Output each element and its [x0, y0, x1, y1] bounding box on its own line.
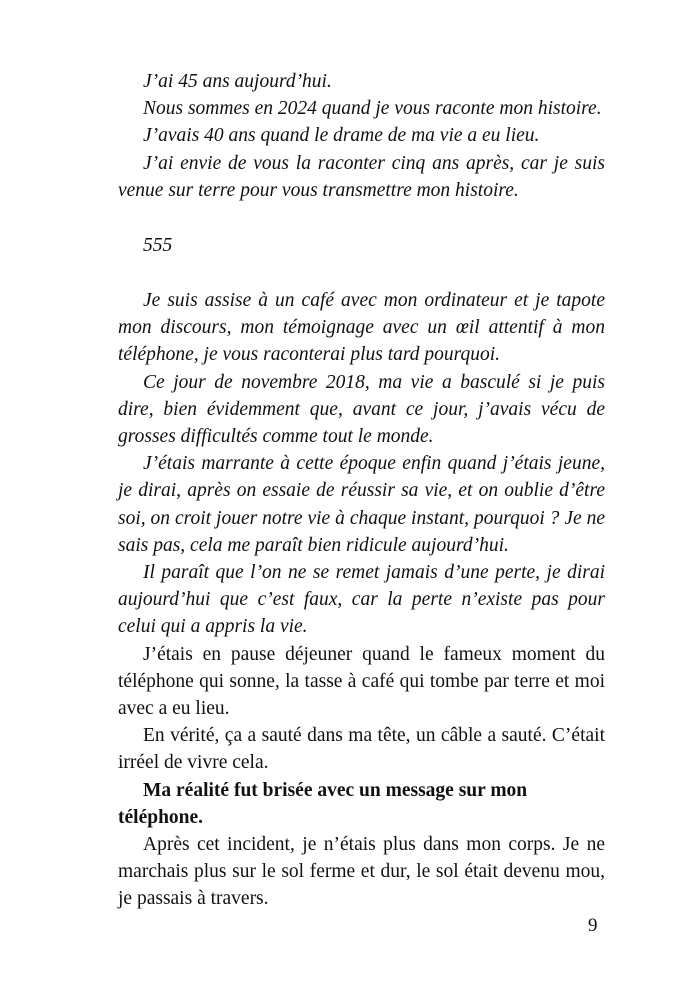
body-paragraph: J’étais marrante à cette époque enfin quand j’étais jeune, je dirai, après on essaie de réussir sa vie, et on oublie d’être soi, on croit jouer notre vie à chaque instant, pourquoi ? Je ne sais pas, cela me paraît bien ridicule aujourd’hui.	[118, 453, 605, 556]
body-paragraph: Ce jour de novembre 2018, ma vie a basculé si je puis dire, bien évidemment que, avant ce jour, j’avais vécu de grosses difficultés comme tout le monde.	[118, 371, 605, 448]
intro-paragraph: J’ai envie de vous la raconter cinq ans après, car je suis venue sur terre pour vous transmettre mon histoire.	[118, 152, 605, 201]
intro-paragraph: J’ai 45 ans aujourd’hui.	[143, 71, 332, 92]
page-number: 9	[588, 915, 598, 936]
emphasis-paragraph: Ma réalité fut brisée avec un message sur mon téléphone.	[118, 779, 528, 828]
intro-paragraph: Nous sommes en 2024 quand je vous raconte mon histoire.	[143, 98, 602, 120]
body-paragraph: Après cet incident, je n’étais plus dans mon corps. Je ne marchais plus sur le sol ferme et dur, le sol était devenu mou, je passais à travers.	[118, 834, 605, 910]
section-mark: 555	[143, 235, 173, 256]
body-text-block	[118, 287, 605, 913]
intro-text-block	[118, 68, 605, 204]
intro-paragraph: J’avais 40 ans quand le drame de ma vie a eu lieu.	[143, 125, 540, 147]
body-paragraph: Il paraît que l’on ne se remet jamais d’une perte, je dirai aujourd’hui que c’est faux, car la perte n’existe pas pour celui qui a appris la vie.	[118, 562, 605, 638]
body-paragraph: En vérité, ça a sauté dans ma tête, un câble a sauté. C’était irréel de vivre cela.	[118, 725, 605, 774]
body-paragraph: Je suis assise à un café avec mon ordinateur et je tapote mon discours, mon témoignage avec un œil attentif à mon téléphone, je vous raconterai plus tard pourquoi.	[118, 290, 605, 366]
body-paragraph: J’étais en pause déjeuner quand le fameux moment du téléphone qui sonne, la tasse à café qui tombe par terre et moi avec a eu lieu.	[118, 643, 605, 720]
